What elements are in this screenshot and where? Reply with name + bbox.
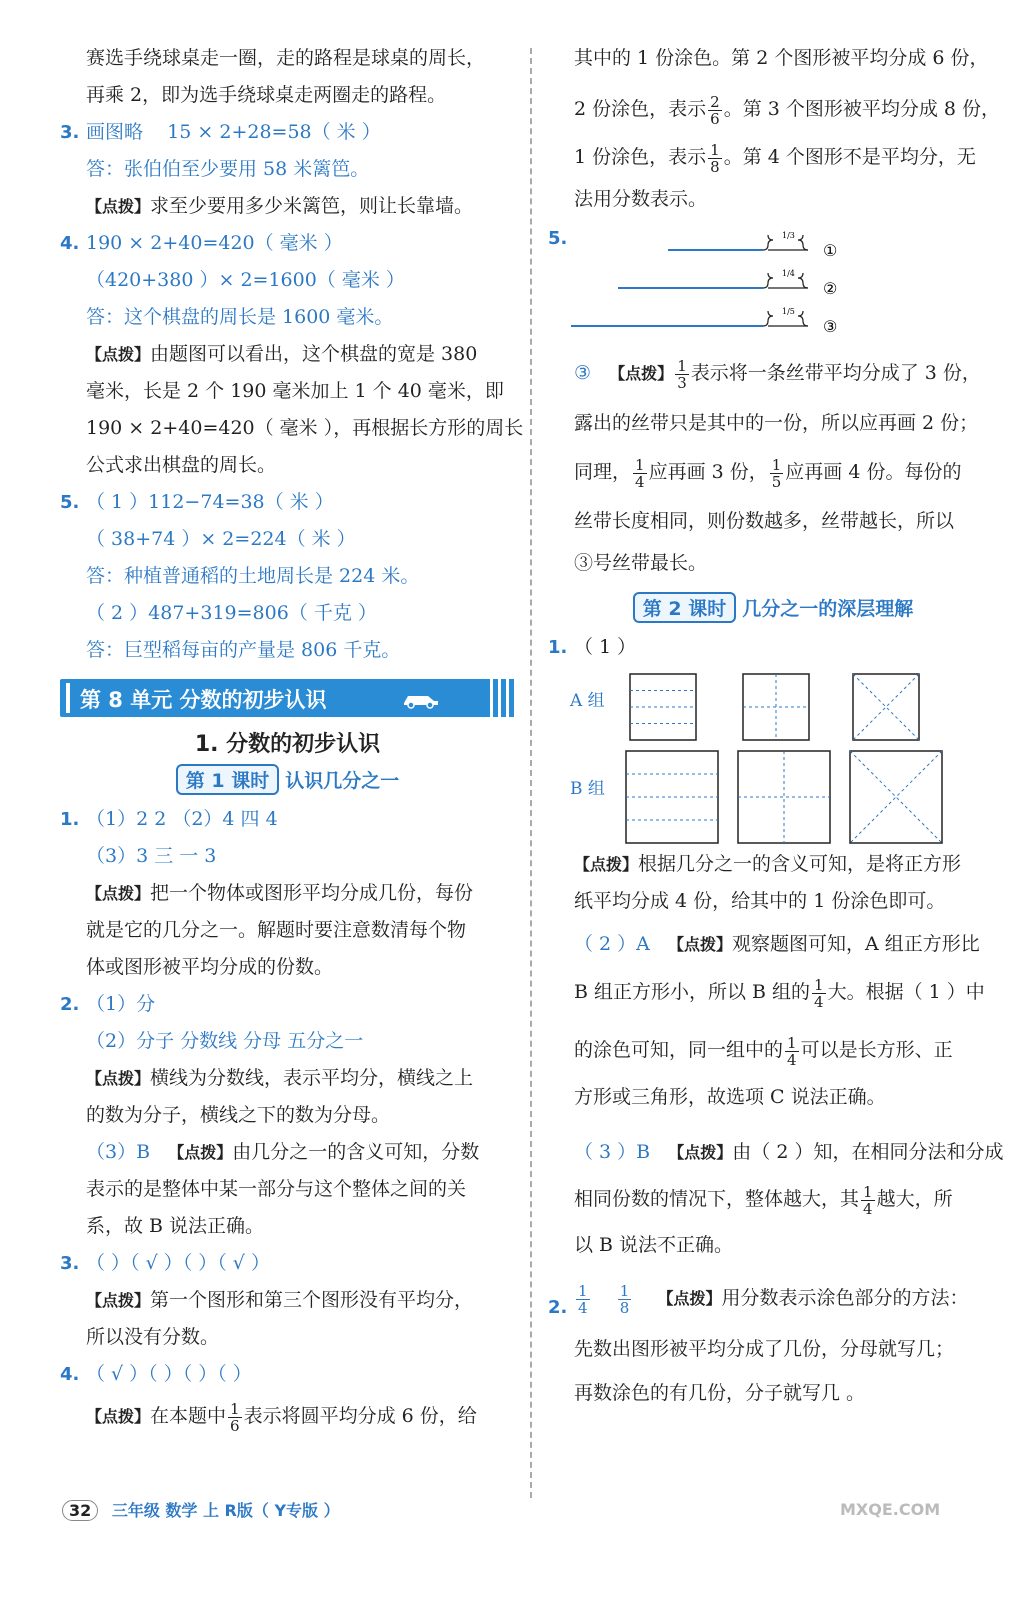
s3-line (60, 1245, 515, 1282)
s1-answer-b: （3）3 三 一 3 (86, 845, 217, 867)
tip-text: 在本题中 (150, 1405, 227, 1427)
q4-answer-b: （420+380 ）× 2=1600（ 毫米 ） (86, 269, 405, 291)
q3-number: 3. (60, 122, 80, 143)
text: 的涂色可知，同一组中的 (574, 1039, 784, 1061)
q3-answer-a: 画图略 (86, 121, 144, 143)
fraction: $\frac{1}{8}$ (619, 1281, 630, 1317)
book-brand: 三年级 数学 上 R版（ Y专版 ） (111, 1501, 340, 1520)
q5-answer-c: （ 2 ）487+319=806（ 千克 ） (86, 602, 377, 624)
text: 越大，所 (876, 1188, 953, 1210)
page-footer (62, 1498, 340, 1521)
p2-number: 2. (548, 1297, 568, 1318)
q5-line (60, 484, 515, 521)
page-number: 32 (62, 1500, 98, 1521)
tip-tag: 【点拨】 (86, 1291, 151, 1310)
tip-text: 由（ 2 ）知，在相同分法和分成 (732, 1141, 1004, 1163)
q5-number: 5. (548, 228, 568, 249)
text-line: 纸平均分成 4 份，给其中的 1 份涂色即可。 (574, 890, 946, 912)
tip-tag: 【点拨】 (609, 364, 674, 383)
text-line: ③号丝带最长。 (574, 552, 708, 574)
text-line (548, 963, 998, 1021)
text-line: 的数为分子，横线之下的数为分母。 (86, 1104, 391, 1126)
text-line: 190 × 2+40=420（ 毫米 ），再根据长方形的周长 (86, 417, 524, 439)
text-line: 露出的丝带只是其中的一份，所以应再画 2 份； (574, 412, 979, 434)
text-line: 赛选手绕球桌走一圈，走的路程是球桌的周长， (86, 47, 486, 69)
right-column (548, 40, 1004, 1415)
fraction: $\frac{1}{8}$ (710, 140, 720, 176)
s1-tip (60, 875, 515, 912)
ribbon-label-1: 1/3 (782, 231, 795, 240)
q4-number: 4. (60, 233, 80, 254)
q5-answer-a: （ 1 ）112−74=38（ 米 ） (86, 491, 334, 513)
text-line: 就是它的几分之一。解题时要注意数清每个物 (86, 919, 467, 941)
s3-number: 3. (60, 1253, 80, 1274)
tip-tag: 【点拨】 (574, 855, 639, 874)
square-b3 (850, 751, 942, 843)
tip-text: 求至少要用多少米篱笆，则让长靠墙。 (150, 195, 474, 217)
q4-answer: 答：这个棋盘的周长是 1600 毫米。 (86, 306, 394, 328)
lesson-name: 认识几分之一 (285, 770, 400, 792)
group-a-label: A 组 (570, 691, 605, 711)
p1-answer-c: （ 3 ）B (574, 1141, 651, 1163)
text: 相同份数的情况下，整体越大，其 (574, 1188, 860, 1210)
q5-answer1: 答：种植普通稻的土地周长是 224 米。 (86, 565, 420, 587)
tip-text: 横线为分数线，表示平均分，横线之上 (150, 1067, 474, 1089)
tip-text: 表示将一条丝带平均分成了 3 份， (690, 362, 981, 384)
squares-figure (548, 666, 998, 846)
tip-tag: 【点拨】 (657, 1289, 722, 1308)
tip-text: 观察题图可知，A 组正方形比 (732, 933, 980, 955)
s4-answer: （ √ ）（ ）（ ）（ ） (86, 1363, 252, 1385)
fraction: $\frac{1}{5}$ (771, 455, 782, 491)
s1-answer-a: （1）2 2 （2）4 四 4 (86, 808, 278, 830)
ribbon-2 (618, 269, 837, 298)
tip-tag: 【点拨】 (668, 935, 733, 954)
fraction: $\frac{2}{6}$ (710, 92, 720, 128)
tip-text: 用分数表示涂色部分的方法： (721, 1287, 969, 1309)
square-a1 (630, 674, 696, 740)
tip-text: 表示将圆平均分成 6 份，给 (243, 1405, 477, 1427)
text: 2 份涂色，表示 (574, 98, 707, 120)
tip-text: 第一个图形和第三个图形没有平均分， (150, 1289, 474, 1311)
lesson-header (60, 764, 515, 795)
q4-line (60, 225, 515, 262)
q5-answer2: 答：巨型稻每亩的产量是 806 千克。 (86, 639, 401, 661)
text-line: 丝带长度相同，则份数越多，丝带越长，所以 (574, 510, 955, 532)
ribbon-3 (571, 307, 837, 336)
ribbon-figure (548, 228, 998, 348)
tip-tag: 【点拨】 (86, 197, 151, 216)
s4-number: 4. (60, 1364, 80, 1385)
banner-stripes (485, 679, 515, 717)
car-icon (400, 689, 440, 709)
q5-tip (548, 348, 998, 399)
lesson-header (548, 592, 998, 623)
lesson-tag: 第 2 课时 (633, 592, 736, 623)
text-line: 其中的 1 份涂色。第 2 个图形被平均分成 6 份， (574, 47, 989, 69)
q4-answer-a: 190 × 2+40=420（ 毫米 ） (86, 232, 343, 254)
s1-line (60, 801, 515, 838)
unit-banner (60, 679, 515, 719)
s2-answer-c: （3）B (86, 1141, 151, 1163)
square-b2 (738, 751, 830, 843)
fraction: $\frac{1}{4}$ (863, 1182, 873, 1218)
square-a2 (743, 674, 809, 740)
s2-number: 2. (60, 994, 80, 1015)
text-line: 所以没有分数。 (86, 1326, 220, 1348)
s2-c-line (60, 1134, 515, 1171)
q3-tip (60, 188, 515, 225)
text: 应再画 4 份。每份的 (785, 461, 962, 483)
group-b-label: B 组 (570, 779, 605, 799)
s2-tip (60, 1060, 515, 1097)
s4-line (60, 1356, 515, 1393)
fraction: $\frac{1}{4}$ (578, 1281, 588, 1317)
fraction: $\frac{1}{4}$ (787, 1033, 797, 1069)
tip-tag: 【点拨】 (668, 1143, 733, 1162)
ribbon-label-3: 1/5 (782, 307, 795, 316)
tip-text: 把一个物体或图形平均分成几份，每份 (150, 882, 474, 904)
tip-tag: 【点拨】 (168, 1143, 233, 1162)
s3-tip (60, 1282, 515, 1319)
column-divider (530, 48, 532, 1498)
ribbon-mark-1: ① (823, 241, 838, 260)
text-line: 体或图形被平均分成的份数。 (86, 956, 334, 978)
lesson-name: 几分之一的深层理解 (742, 598, 914, 620)
q5-number: 5. (60, 492, 80, 513)
q3-answer-b: 15 × 2+28=58（ 米 ） (167, 121, 381, 143)
tip-text: 由题图可以看出，这个棋盘的宽是 380 (150, 343, 478, 365)
text: 应再画 3 份， (648, 461, 768, 483)
text-line: 系，故 B 说法正确。 (86, 1215, 265, 1237)
text: 。第 3 个图形被平均分成 8 份， (723, 98, 1001, 120)
text-line: 再乘 2，即为选手绕球桌走两圈走的路程。 (86, 84, 447, 106)
p1-tip (548, 846, 998, 883)
text: 。第 4 个图形不是平均分，无 (723, 146, 976, 168)
p1-line (548, 629, 998, 666)
text: B 组正方形小，所以 B 组的 (574, 981, 811, 1003)
section-title: 1. 分数的初步认识 (194, 732, 381, 757)
text-line: 先数出图形被平均分成了几份，分母就写几； (574, 1338, 955, 1360)
tip-tag: 【点拨】 (86, 1407, 151, 1426)
p1-number: 1. (548, 637, 568, 658)
text-line: 法用分数表示。 (574, 188, 708, 210)
p1-answer-b: （ 2 ）A (574, 933, 650, 955)
s2-answer-b: （2）分子 分数线 分母 五分之一 (86, 1030, 364, 1052)
p2-line (548, 1270, 998, 1327)
text: 大。根据（ 1 ）中 (827, 981, 985, 1003)
tip-tag: 【点拨】 (86, 1069, 151, 1088)
text: 1 份涂色，表示 (574, 146, 707, 168)
text-line: 再数涂色的有几份，分子就写几 。 (574, 1382, 866, 1404)
unit-title: 第 8 单元 分数的初步认识 (80, 688, 327, 712)
watermark: MXQE.COM (840, 1500, 941, 1519)
q5-answer-b: （ 38+74 ）× 2=224（ 米 ） (86, 528, 356, 550)
text-line (548, 447, 998, 497)
square-a3 (853, 674, 919, 740)
text-line: 方形或三角形，故选项 C 说法正确。 (574, 1086, 886, 1108)
q5-answer: ③ (574, 362, 592, 384)
ribbon-1 (668, 231, 837, 260)
text-line (548, 85, 1001, 133)
ribbon-mark-3: ③ (823, 317, 838, 336)
text-line (548, 133, 998, 181)
square-b1 (626, 751, 718, 843)
q3-line (60, 114, 515, 151)
p1-c-line (548, 1134, 1004, 1171)
text-line (548, 1171, 998, 1227)
text-line (548, 1021, 998, 1079)
fraction: $\frac{1}{4}$ (635, 455, 645, 491)
fraction: $\frac{1}{3}$ (677, 356, 687, 392)
squares-diagram (620, 666, 1020, 846)
tip-tag: 【点拨】 (86, 884, 151, 903)
text-line: 公式求出棋盘的周长。 (86, 454, 277, 476)
s2-answer-a: （1）分 (86, 993, 156, 1015)
s2-line (60, 986, 515, 1023)
q4-tip (60, 336, 515, 373)
tip-tag: 【点拨】 (86, 345, 151, 364)
p1-b-line (548, 926, 998, 963)
text-line: 表示的是整体中某一部分与这个整体之间的关 (86, 1178, 467, 1200)
text: 可以是长方形、正 (800, 1039, 953, 1061)
s4-tip (60, 1393, 515, 1440)
s3-answer: （ ）（ √ ）（ ）（ √ ） (86, 1252, 270, 1274)
p1-answer-a: （ 1 ） (574, 636, 637, 658)
ribbon-label-2: 1/4 (782, 269, 795, 278)
fraction: $\frac{1}{4}$ (814, 975, 824, 1011)
text-line: 以 B 说法不正确。 (574, 1234, 734, 1256)
tip-text: 由几分之一的含义可知，分数 (232, 1141, 480, 1163)
left-column (60, 40, 524, 1440)
s1-number: 1. (60, 809, 80, 830)
tip-text: 根据几分之一的含义可知，是将正方形 (638, 853, 962, 875)
ribbon-mark-2: ② (823, 279, 838, 298)
lesson-tag: 第 1 课时 (176, 764, 279, 795)
ribbon-diagram (568, 228, 868, 343)
q3-answer: 答：张伯伯至少要用 58 米篱笆。 (86, 158, 370, 180)
fraction: $\frac{1}{6}$ (230, 1399, 240, 1435)
text: 同理， (574, 461, 632, 483)
text-line: 毫米，长是 2 个 190 毫米加上 1 个 40 毫米，即 (86, 380, 504, 402)
